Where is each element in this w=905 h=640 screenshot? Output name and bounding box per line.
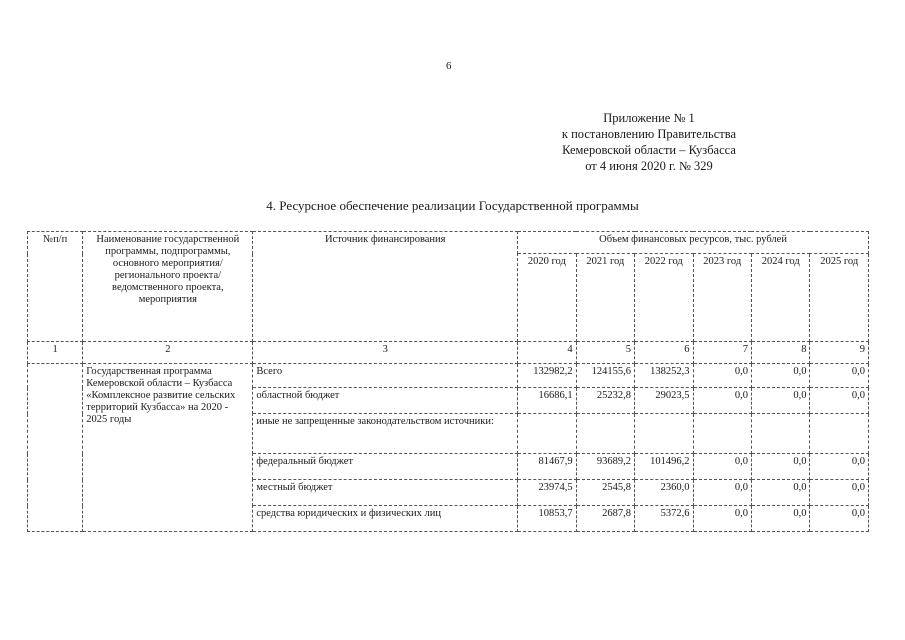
value-cell: 0,0 <box>810 506 869 532</box>
value-cell: 0,0 <box>751 454 809 480</box>
index-cell: 8 <box>751 342 809 364</box>
value-cell <box>576 414 634 454</box>
value-cell: 0,0 <box>693 506 751 532</box>
value-cell: 0,0 <box>810 364 869 388</box>
header-num: №п/п <box>28 232 83 342</box>
value-cell: 81467,9 <box>518 454 576 480</box>
value-cell: 29023,5 <box>635 388 693 414</box>
value-cell: 25232,8 <box>576 388 634 414</box>
index-cell: 6 <box>635 342 693 364</box>
value-cell: 0,0 <box>751 388 809 414</box>
value-cell <box>751 414 809 454</box>
resource-table <box>27 231 869 532</box>
value-cell: 0,0 <box>810 388 869 414</box>
index-cell: 5 <box>576 342 634 364</box>
page-number: 6 <box>446 60 452 72</box>
appendix-line: от 4 июня 2020 г. № 329 <box>585 159 713 173</box>
header-volume: Объем финансовых ресурсов, тыс. рублей <box>518 232 869 254</box>
index-cell: 1 <box>28 342 83 364</box>
header-year: 2022 год <box>635 254 693 342</box>
program-name-cell: Государственная программа Кемеровской области – Кузбасса «Комплексное развитие сельских территорий Кузбасса» на 2020 - 2025 годы <box>83 364 253 532</box>
value-cell <box>518 414 576 454</box>
source-cell: Всего <box>253 364 518 388</box>
value-cell: 0,0 <box>751 364 809 388</box>
header-year: 2020 год <box>518 254 576 342</box>
value-cell <box>810 414 869 454</box>
value-cell: 124155,6 <box>576 364 634 388</box>
value-cell: 0,0 <box>693 388 751 414</box>
source-cell: местный бюджет <box>253 480 518 506</box>
appendix-line: к постановлению Правительства <box>561 127 737 141</box>
section-title: 4. Ресурсное обеспечение реализации Государственной программы <box>266 198 639 213</box>
index-cell: 7 <box>693 342 751 364</box>
index-cell: 2 <box>83 342 253 364</box>
value-cell: 0,0 <box>751 506 809 532</box>
value-cell: 2360,0 <box>635 480 693 506</box>
header-row <box>28 232 869 254</box>
value-cell <box>693 414 751 454</box>
source-cell: средства юридических и физических лиц <box>253 506 518 532</box>
index-cell: 4 <box>518 342 576 364</box>
value-cell <box>635 414 693 454</box>
header-source: Источник финансирования <box>253 232 518 342</box>
index-cell: 3 <box>253 342 518 364</box>
header-year: 2024 год <box>751 254 809 342</box>
source-cell: областной бюджет <box>253 388 518 414</box>
appendix-block <box>519 110 779 174</box>
value-cell: 138252,3 <box>635 364 693 388</box>
value-cell: 2545,8 <box>576 480 634 506</box>
index-row <box>28 342 869 364</box>
appendix-line: Приложение № 1 <box>603 111 695 125</box>
value-cell: 132982,2 <box>518 364 576 388</box>
value-cell: 2687,8 <box>576 506 634 532</box>
source-cell: федеральный бюджет <box>253 454 518 480</box>
value-cell: 5372,6 <box>635 506 693 532</box>
table-row <box>28 364 869 388</box>
value-cell: 0,0 <box>693 480 751 506</box>
value-cell: 0,0 <box>810 454 869 480</box>
value-cell: 0,0 <box>693 454 751 480</box>
header-year: 2021 год <box>576 254 634 342</box>
appendix-line: Кемеровской области – Кузбасса <box>562 143 736 157</box>
value-cell: 10853,7 <box>518 506 576 532</box>
index-cell: 9 <box>810 342 869 364</box>
value-cell: 16686,1 <box>518 388 576 414</box>
row-num-cell <box>28 364 83 532</box>
value-cell: 0,0 <box>810 480 869 506</box>
value-cell: 93689,2 <box>576 454 634 480</box>
header-year: 2023 год <box>693 254 751 342</box>
header-year: 2025 год <box>810 254 869 342</box>
value-cell: 0,0 <box>751 480 809 506</box>
value-cell: 23974,5 <box>518 480 576 506</box>
header-name: Наименование государственной программы, подпрограммы, основного мероприятия/ регионального проекта/ведомственного проекта, мероприятия <box>83 232 253 342</box>
value-cell: 101496,2 <box>635 454 693 480</box>
source-cell: иные не запрещенные законодательством источники: <box>253 414 518 454</box>
value-cell: 0,0 <box>693 364 751 388</box>
